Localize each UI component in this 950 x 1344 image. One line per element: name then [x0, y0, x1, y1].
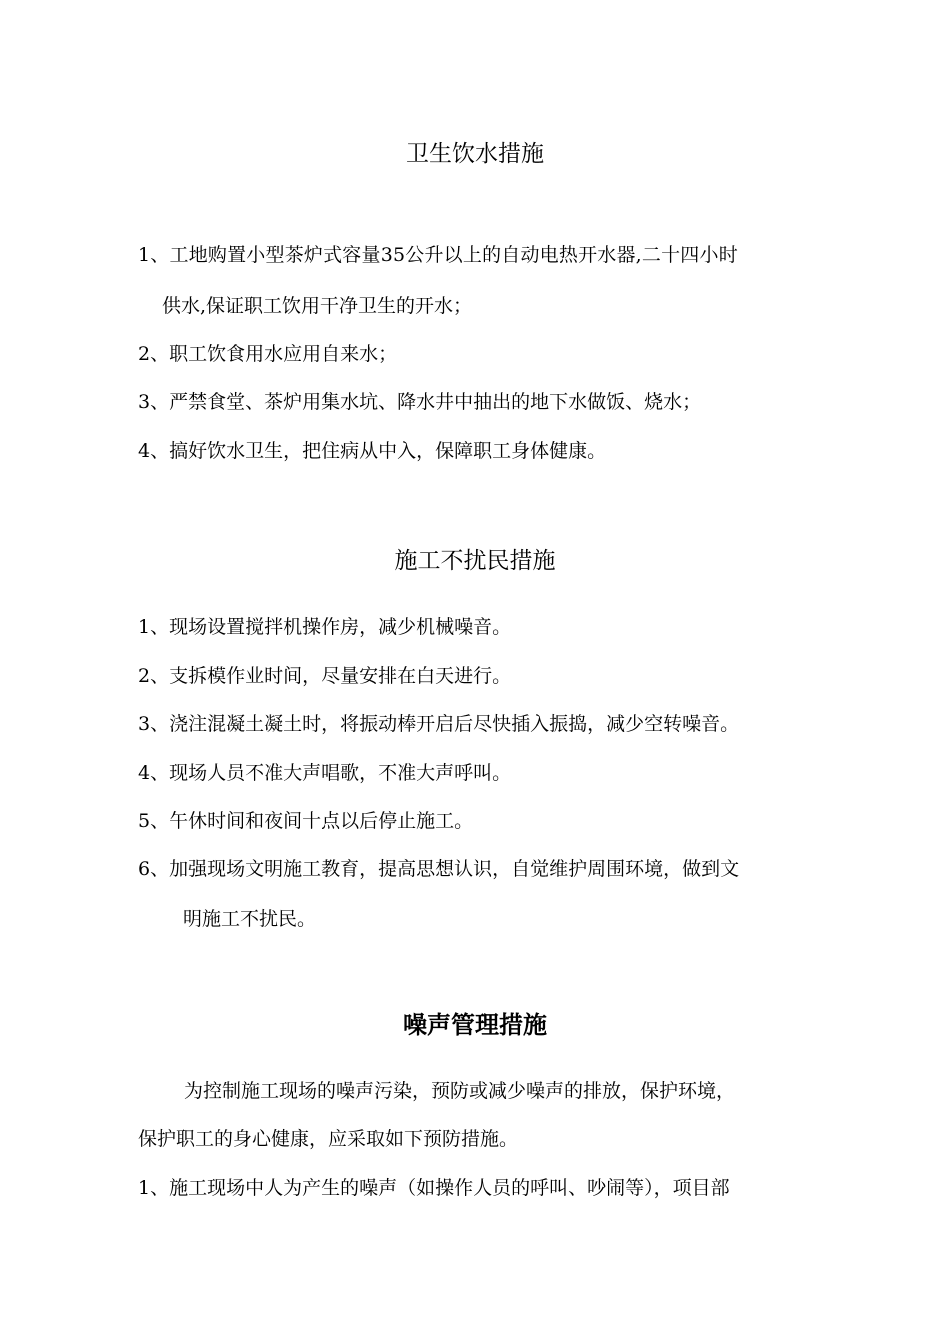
paragraph-line: 2、职工饮食用水应用自来水；: [138, 343, 398, 365]
paragraph-line: 6、加强现场文明施工教育，提高思想认识，自觉维护周围环境，做到文: [138, 858, 740, 880]
section-title-noise-management: 噪声管理措施: [403, 1011, 547, 1039]
paragraph-line: 4、搞好饮水卫生，把住病从中入，保障职工身体健康。: [138, 440, 607, 462]
section-title-no-disturbance: 施工不扰民措施: [394, 548, 556, 574]
paragraph-line: 3、浇注混凝土凝土时，将振动棒开启后尽快插入振捣，减少空转噪音。: [138, 713, 740, 735]
paragraph-line: 明施工不扰民。: [183, 908, 317, 930]
paragraph-line: 为控制施工现场的噪声污染，预防或减少噪声的排放，保护环境，: [184, 1080, 736, 1102]
paragraph-line: 供水,保证职工饮用干净卫生的开水；: [162, 295, 473, 317]
section-title-drinking-water: 卫生饮水措施: [406, 141, 544, 167]
paragraph-line: 5、午休时间和夜间十点以后停止施工。: [138, 810, 474, 832]
paragraph-line: 1、现场设置搅拌机操作房，减少机械噪音。: [138, 616, 512, 638]
paragraph-line: 1、施工现场中人为产生的噪声（如操作人员的呼叫、吵闹等），项目部: [138, 1177, 730, 1199]
paragraph-line: 4、现场人员不准大声唱歌，不准大声呼叫。: [138, 762, 512, 784]
paragraph-line: 保护职工的身心健康，应采取如下预防措施。: [138, 1128, 519, 1150]
paragraph-line: 2、支拆模作业时间，尽量安排在白天进行。: [138, 665, 512, 687]
paragraph-line: 1、工地购置小型茶炉式容量35公升以上的自动电热开水器,二十四小时: [138, 244, 738, 266]
paragraph-line: 3、严禁食堂、茶炉用集水坑、降水井中抽出的地下水做饭、烧水；: [138, 391, 702, 413]
